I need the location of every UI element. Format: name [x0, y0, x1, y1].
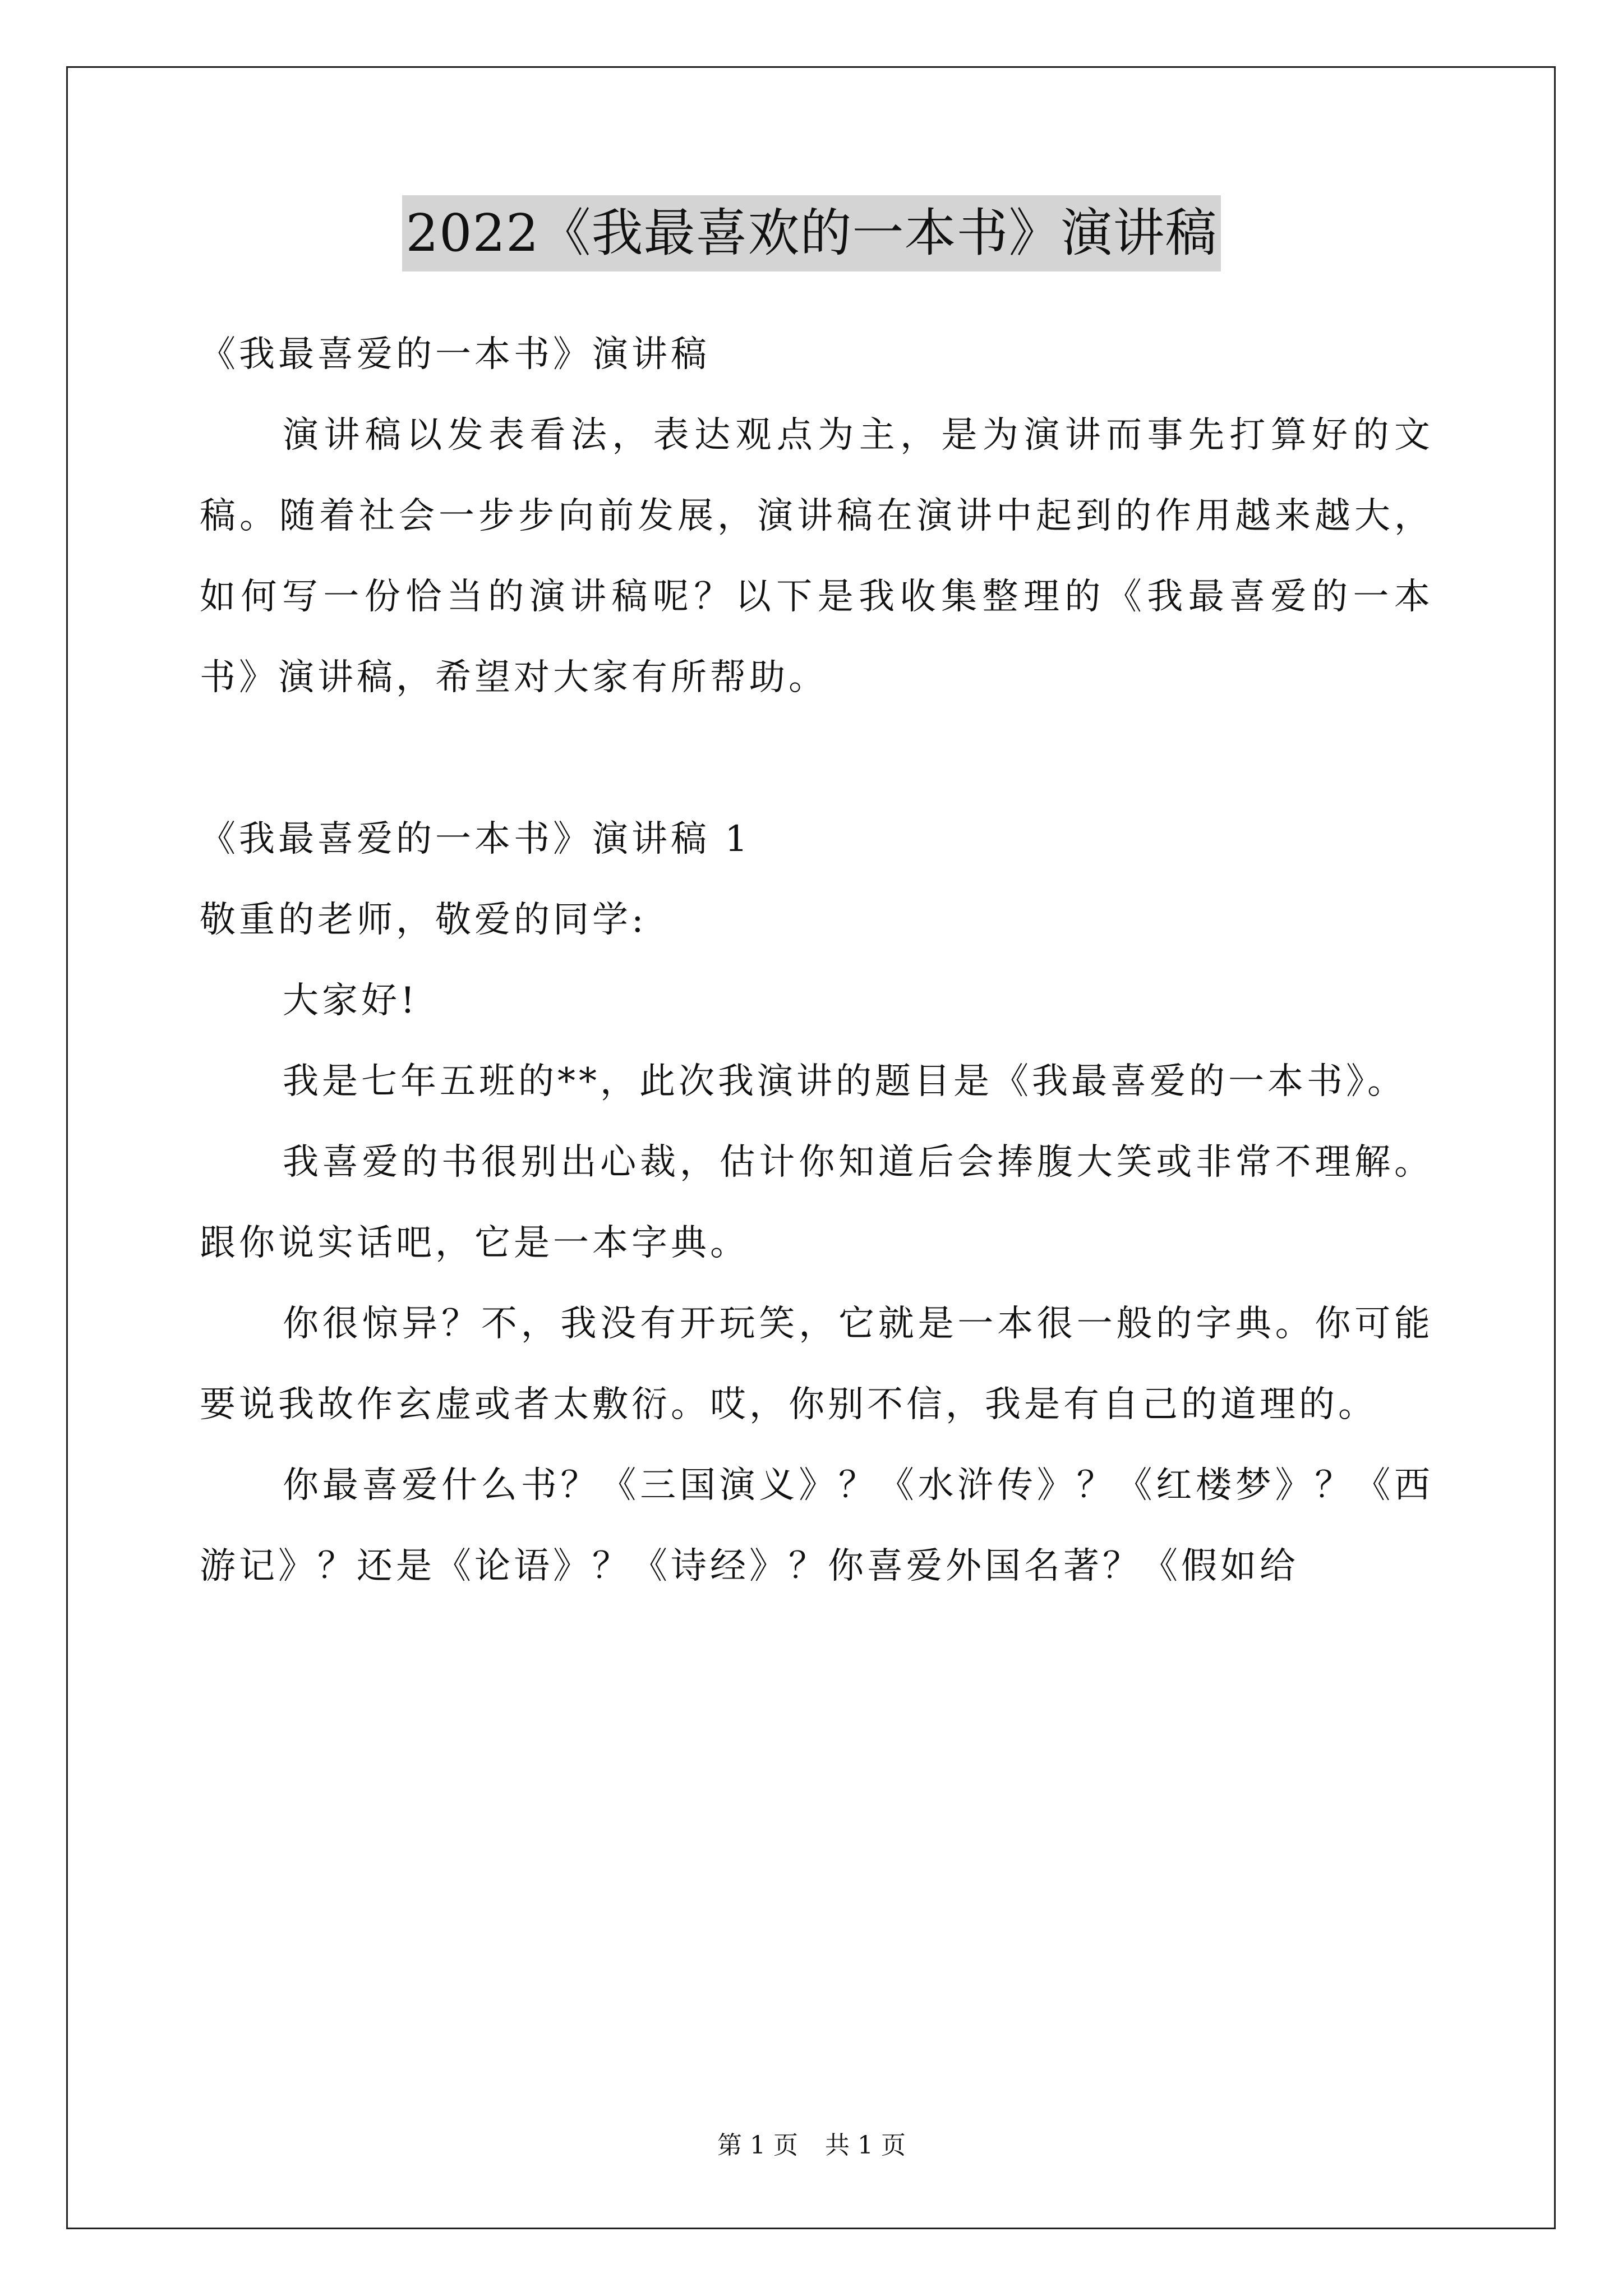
section-heading: 《我最喜爱的一本书》演讲稿 1: [200, 818, 751, 860]
body-paragraph: 我是七年五班的**，此次我演讲的题目是《我最喜爱的一本书》。: [283, 1061, 1407, 1102]
page-footer: [0, 2129, 1623, 2162]
section-gap: [200, 718, 1433, 799]
salutation: 敬重的老师，敬爱的同学:: [200, 899, 647, 941]
body-paragraph: 你很惊异？不，我没有开玩笑，它就是一本很一般的字典。你可能要说我故作玄虚或者太敷衍。哎，你别不信，我是有自己的道理的。: [200, 1303, 1433, 1425]
greeting: 大家好!: [283, 980, 418, 1022]
document-body: [200, 314, 1433, 1607]
body-paragraph: 你最喜爱什么书？《三国演义》？《水浒传》？《红楼梦》？《西游记》？还是《论语》？《诗经》？你喜爱外国名著？《假如给: [200, 1465, 1433, 1587]
body-paragraph: 我喜爱的书很别出心裁，估计你知道后会捧腹大笑或非常不理解。跟你说实话吧，它是一本字典。: [200, 1142, 1433, 1264]
title-container: [0, 195, 1623, 272]
document-title: 2022《我最喜欢的一本书》演讲稿: [402, 195, 1220, 272]
subtitle: 《我最喜爱的一本书》演讲稿: [200, 334, 710, 375]
intro-paragraph: 演讲稿以发表看法，表达观点为主，是为演讲而事先打算好的文稿。随着社会一步步向前发展，演讲稿在演讲中起到的作用越来越大，如何写一份恰当的演讲稿呢？以下是我收集整理的《我最喜爱的一本书》演讲稿，希望对大家有所帮助。: [200, 415, 1433, 698]
page-total: 共 1 页: [825, 2131, 906, 2160]
page-number: 第 1 页: [717, 2131, 798, 2160]
